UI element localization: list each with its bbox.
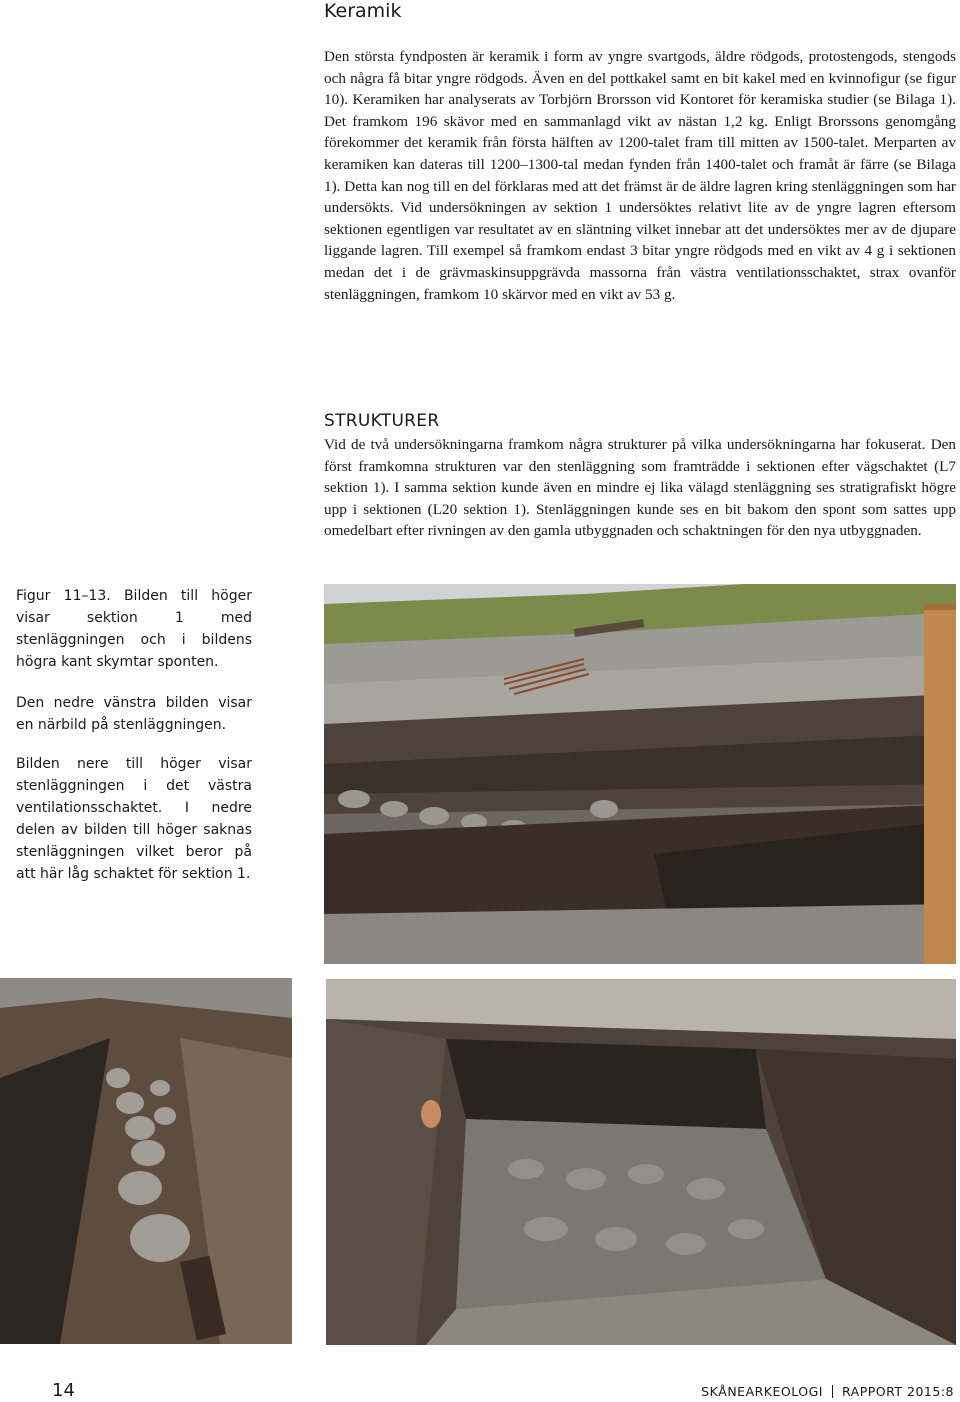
photo-west-ventilation-shaft [326,979,956,1345]
keramik-paragraph: Den största fyndposten är keramik i form av yngre svartgods, äldre rödgods, protostengods, stengods och några få bitar yngre rödgods. Även en del pottkakel samt en bit kakel med en kvinnofigur (se figur 10). Keramiken har analyserats av Torbjörn Brorsson vid Kontoret för keramiska studier (se Bilaga 1). Det framkom 196 skävor med en sammanlagd vikt av nästan 1,2 kg. Enligt Brorssons genomgång förekommer det keramik från första hälften av 1200-talet fram till mitten av 1500-talet. Merparten av keramiken kan dateras till 1200–1300-tal medan fynden från 1400-talet och framåt är färre (se Bilaga 1). Detta kan nog till en del förklaras med att det främst är de äldre lagren kring stenläggningen som har undersökts. Vid undersökningen av sektion 1 undersöktes relativt lite av de yngre lagren eftersom sektionen egentligen var resultatet av en släntning vilket innebar att det undersöktes mer av de djupare liggande lagren. Till exempel så framkom endast 3 bitar yngre rödgods med en vikt av 4 g i sektionen medan det i de grävmaskinsuppgrävda massorna från västra ventilationsschaktet, strax ovanför stenläggningen, framkom 10 skärvor med en vikt av 53 g. [324,48,956,303]
photo-section-1 [324,584,956,964]
strukturer-paragraph: Vid de två undersökningarna framkom några strukturer på vilka undersökningarna har fokuserat. Den först framkomna strukturen var den stenläggning som framträdde i sektionen efter vägschaktet (L7 sektion 1). I samma sektion kunde även en mindre ej lika välagd stenläggning ses stratigrafiskt högre upp i sektionen (L20 sektion 1). Stenläggningen kunde ses en bit bakom den spont som sattes upp omedelbart efter rivningen av den gamla utbyggnaden och schaktningen för den nya utbyggnaden. [324,436,956,540]
section-heading-keramik: Keramik [324,0,402,22]
figure-caption-2: Den nedre vänstra bilden visar en närbild på stenläggningen. [16,695,252,733]
report-number: RAPPORT 2015:8 [841,1384,954,1399]
figure-caption-3: Bilden nere till höger visar stenläggningen i det västra ventilationsschaktet. I nedre delen av bilden till höger saknas stenläggningen vilket beror på att här låg schaktet för sektion 1. [16,756,252,882]
footer-divider [832,1385,833,1398]
figure-caption-1: Figur 11–13. Bilden till höger visar sektion 1 med stenläggningen och i bildens högra kant skymtar sponten. [16,588,252,670]
section-heading-strukturer: STRUKTURER [324,411,440,431]
photo-stone-paving-closeup [0,978,292,1344]
page-number: 14 [52,1380,75,1401]
publisher-name: SKÅNEARKEOLOGI [701,1384,823,1399]
report-footer [701,1384,954,1399]
